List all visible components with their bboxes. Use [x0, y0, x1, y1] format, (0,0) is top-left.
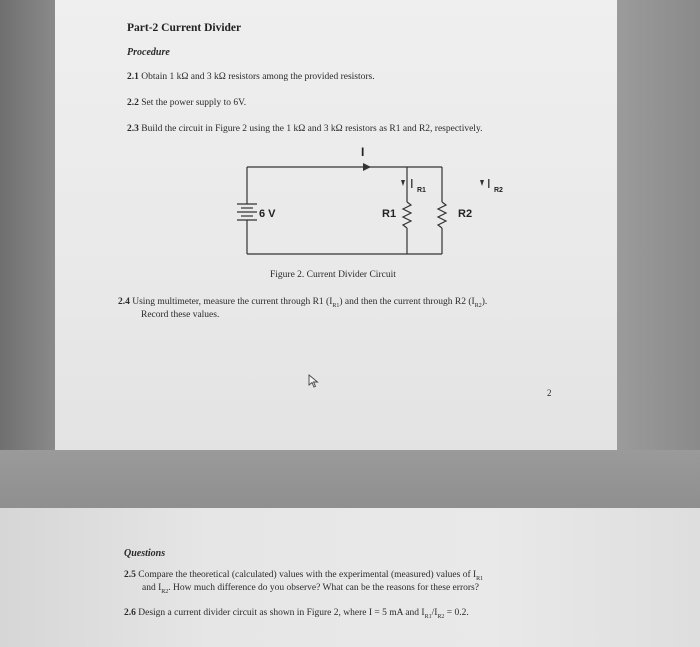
ir2-arrow-icon — [480, 180, 484, 186]
step-text-part: ). — [481, 297, 488, 307]
step-2-1 — [127, 72, 375, 82]
ir1-arrow-icon — [401, 180, 405, 186]
ir2-subscript: R2 — [494, 187, 503, 194]
question-text-part: /I — [431, 608, 438, 618]
question-text-part: and I — [142, 583, 162, 593]
circuit-diagram — [215, 142, 515, 272]
subscript: R2 — [474, 302, 482, 309]
question-text-part: Compare the theoretical (calculated) values with the experimental (measured) values of I — [138, 570, 477, 580]
figure-caption: Figure 2. Current Divider Circuit — [270, 270, 396, 280]
question-text-part: = 0.2. — [444, 608, 469, 618]
r1-resistor-icon — [403, 202, 411, 228]
step-2-2 — [127, 98, 246, 108]
subscript: R2 — [161, 588, 169, 595]
current-arrow-icon — [363, 163, 371, 171]
question-2-5 — [124, 570, 483, 582]
step-2-3 — [127, 124, 482, 134]
background-shadow-left — [0, 0, 55, 450]
step-2-4-line2: Record these values. — [141, 310, 220, 320]
question-text-part: Design a current divider circuit as shown in Figure 2, where I = 5 mA and I — [138, 608, 425, 618]
mouse-cursor-icon — [308, 374, 320, 388]
r2-resistor-icon — [438, 202, 446, 228]
question-number: 2.6 — [124, 608, 136, 618]
step-number: 2.1 — [127, 72, 139, 82]
document-page — [55, 0, 617, 450]
ir1-label: I — [410, 176, 414, 191]
r2-label: R2 — [458, 208, 473, 220]
subscript: R1 — [476, 575, 484, 582]
battery-icon — [237, 204, 257, 220]
step-text-part: ) and then the current through R2 (I — [339, 297, 475, 307]
step-text: Obtain 1 kΩ and 3 kΩ resistors among the provided resistors. — [141, 72, 375, 82]
r1-label: R1 — [382, 208, 397, 220]
subscript: R1 — [424, 613, 432, 620]
ir2-label: I — [487, 176, 491, 191]
page-number: 2 — [547, 388, 552, 398]
section-title: Part-2 Current Divider — [127, 22, 242, 34]
subscript: R2 — [437, 613, 445, 620]
step-2-4 — [118, 297, 487, 309]
step-text: Build the circuit in Figure 2 using the 1 kΩ and 3 kΩ resistors as R1 and R2, respectively. — [141, 124, 483, 134]
subscript: R1 — [332, 302, 340, 309]
source-label: 6 V — [259, 208, 276, 220]
ir1-subscript: R1 — [417, 187, 426, 194]
question-2-6 — [124, 608, 469, 620]
questions-heading: Questions — [124, 548, 166, 559]
step-text: Set the power supply to 6V. — [141, 98, 247, 108]
procedure-heading: Procedure — [127, 47, 170, 58]
question-text-part: . How much difference do you observe? What can be the reasons for these errors? — [168, 583, 479, 593]
step-number: 2.4 — [118, 297, 130, 307]
question-2-5-line2 — [142, 583, 479, 595]
step-number: 2.2 — [127, 98, 139, 108]
background-shadow-right — [617, 0, 700, 450]
page-gap — [0, 450, 700, 508]
question-number: 2.5 — [124, 570, 136, 580]
document-page-2 — [0, 508, 700, 647]
step-number: 2.3 — [127, 124, 139, 134]
current-label: I — [361, 145, 365, 159]
step-text-part: Using multimeter, measure the current through R1 (I — [132, 297, 333, 307]
